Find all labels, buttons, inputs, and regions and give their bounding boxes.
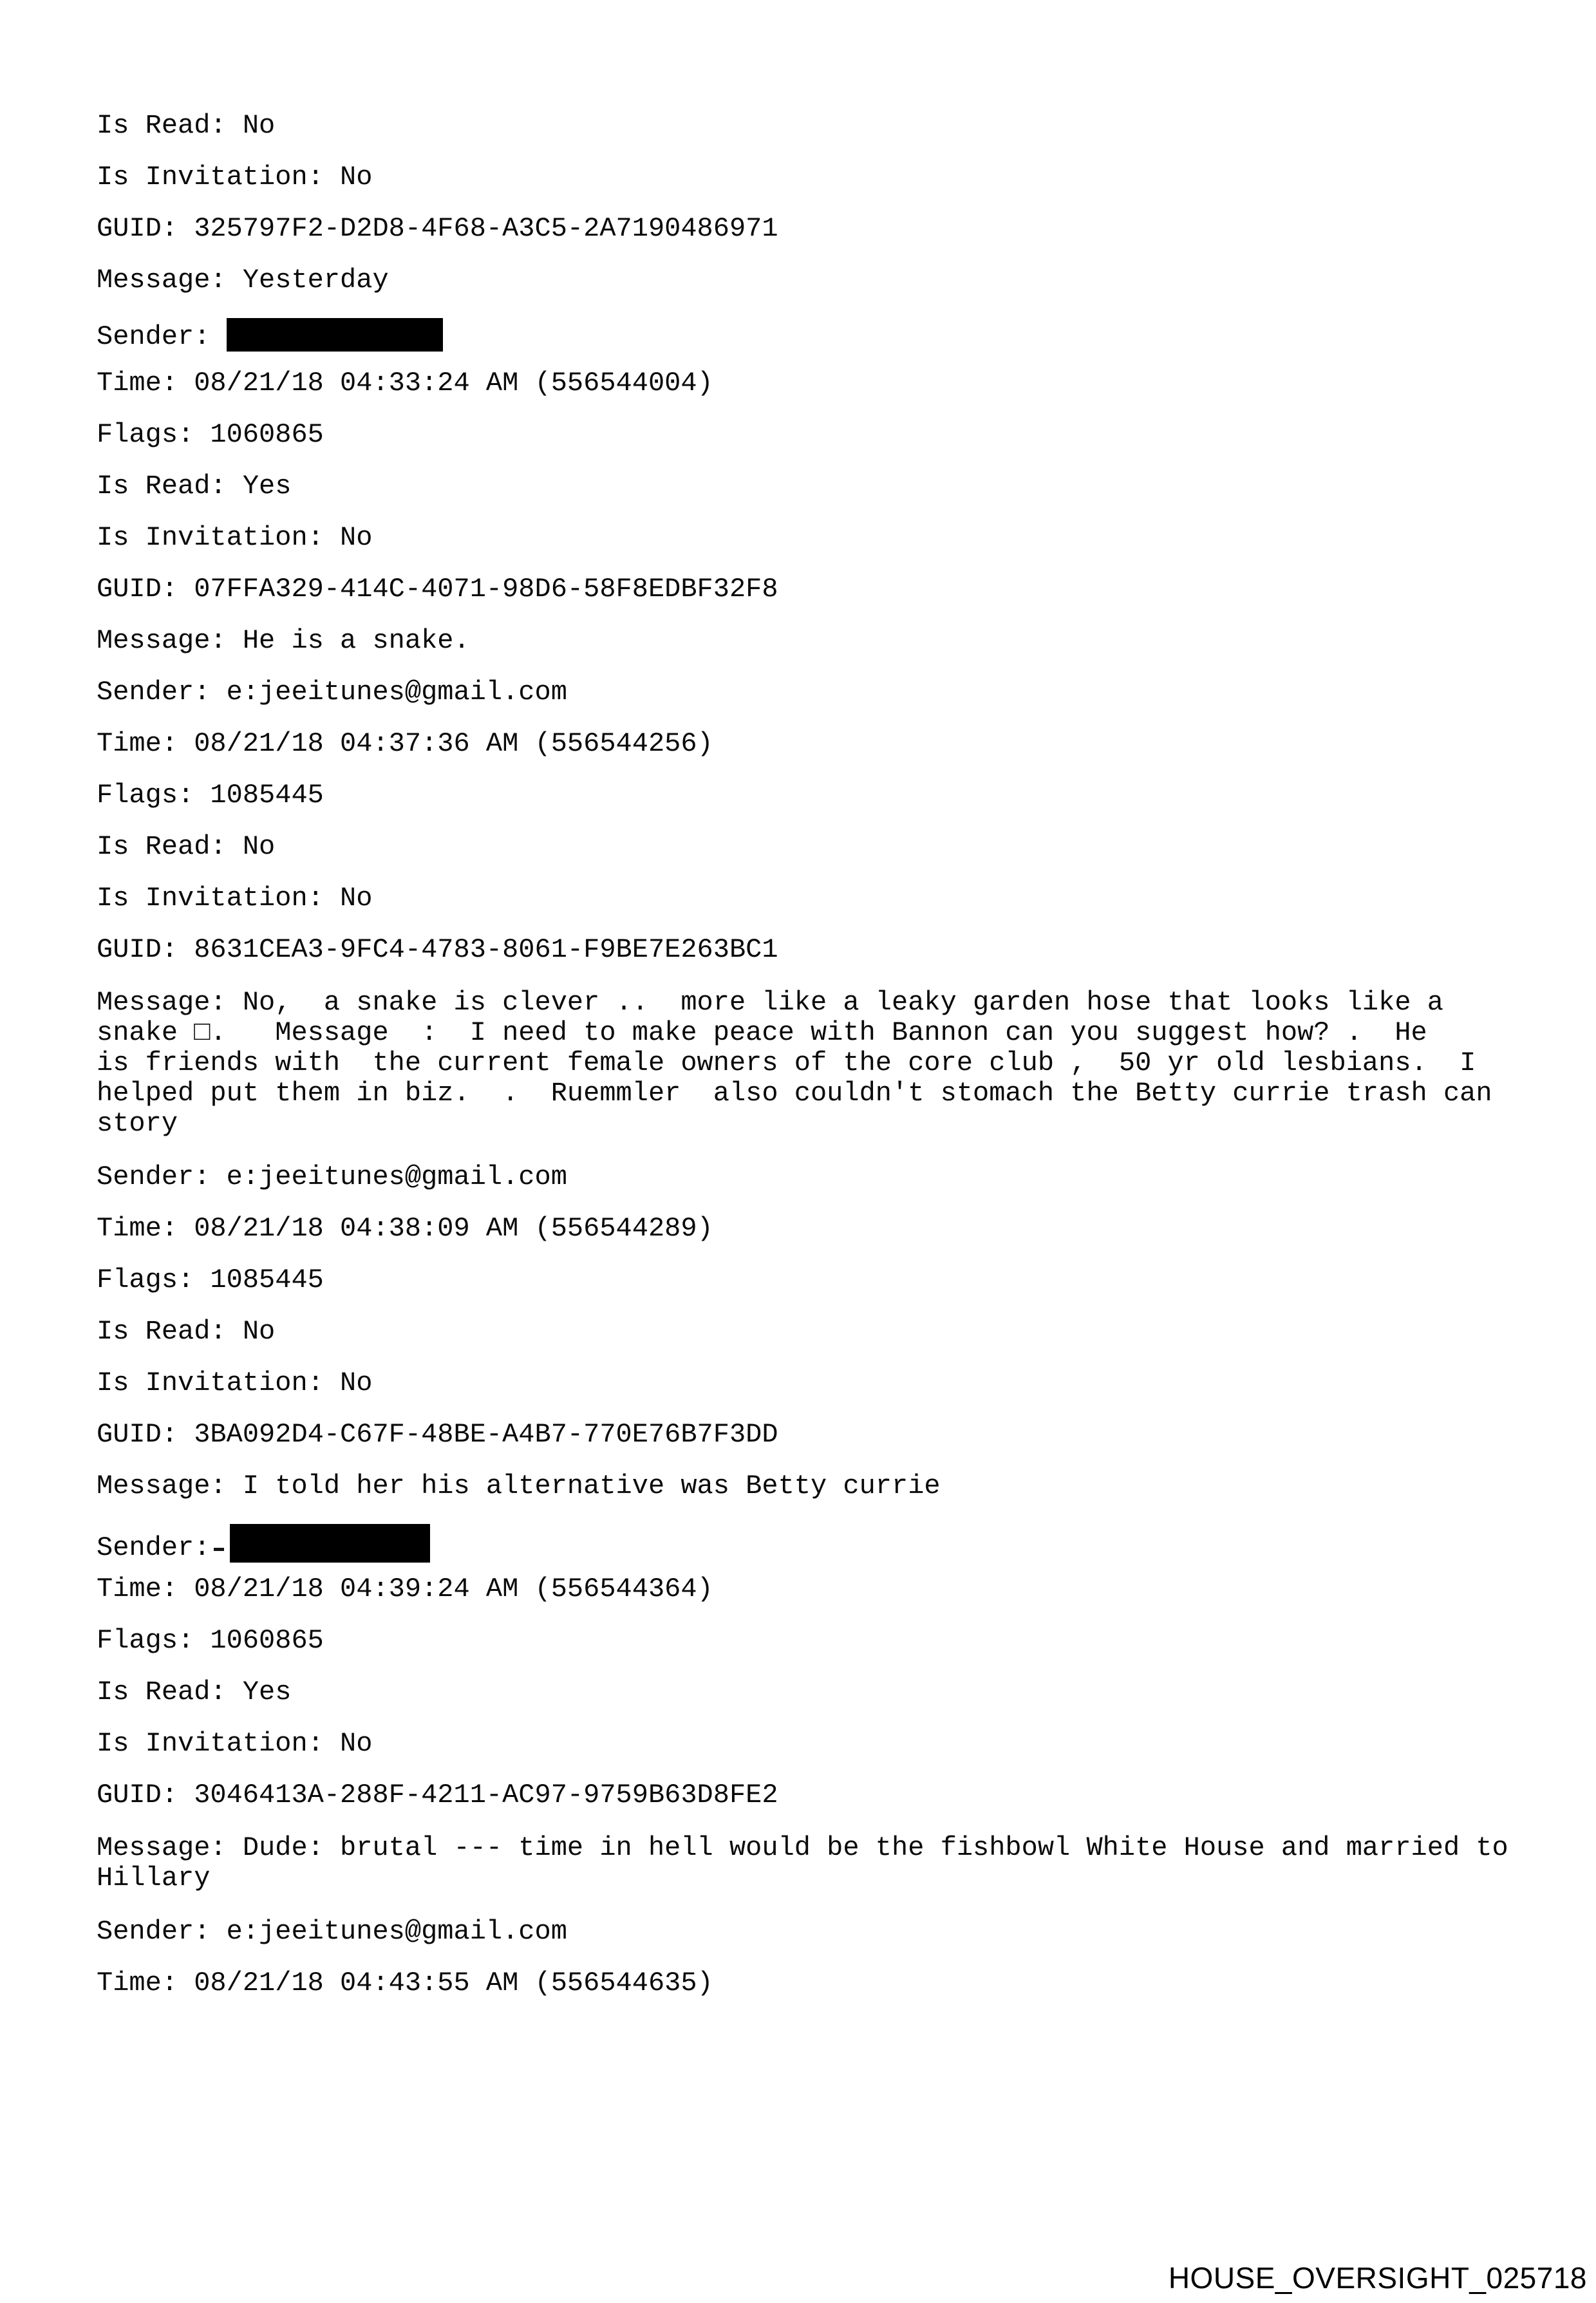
message-line: helped put them in biz. . Ruemmler also couldn't stomach the Betty currie trash can (97, 1078, 1492, 1109)
field-line: Time: 08/21/18 04:37:36 AM (556544256) (97, 728, 713, 759)
field-line: Flags: 1085445 (97, 1264, 324, 1295)
field-line: Message: He is a snake. (97, 625, 470, 656)
message-line: snake □. Message : I need to make peace with Bannon can you suggest how? . He (97, 1017, 1427, 1048)
message-line: Hillary (97, 1863, 211, 1894)
field-line: GUID: 3046413A-288F-4211-AC97-9759B63D8FE2 (97, 1780, 778, 1810)
field-line: Is Invitation: No (97, 883, 373, 914)
field-line: GUID: 8631CEA3-9FC4-4783-8061-F9BE7E263BC1 (97, 934, 778, 965)
field-line: Time: 08/21/18 04:43:55 AM (556544635) (97, 1968, 713, 1998)
field-line: Is Read: No (97, 110, 276, 141)
field-line: GUID: 3BA092D4-C67F-48BE-A4B7-770E76B7F3DD (97, 1419, 778, 1450)
field-line: Time: 08/21/18 04:33:24 AM (556544004) (97, 368, 713, 399)
field-line: Sender: e:jeeitunes@gmail.com (97, 677, 567, 708)
redaction-box (230, 1524, 430, 1563)
field-line: Time: 08/21/18 04:39:24 AM (556544364) (97, 1574, 713, 1604)
field-line: Sender: e:jeeitunes@gmail.com (97, 1161, 567, 1192)
field-line: GUID: 325797F2-D2D8-4F68-A3C5-2A7190486971 (97, 213, 778, 244)
sender-line-redacted (97, 318, 1570, 352)
field-line: Flags: 1060865 (97, 419, 324, 450)
sender-label: Sender: (97, 1532, 211, 1563)
field-line: Sender: e:jeeitunes@gmail.com (97, 1916, 567, 1947)
message-line: is friends with the current female owners of the core club , 50 yr old lesbians. I (97, 1048, 1476, 1078)
sender-line-redacted (97, 1524, 1570, 1563)
message-line: story (97, 1108, 178, 1139)
field-line: Is Read: No (97, 831, 276, 862)
field-line: Is Read: Yes (97, 1677, 292, 1707)
sender-label: Sender: (97, 321, 227, 352)
message-log (97, 112, 1570, 2021)
field-line: Is Invitation: No (97, 162, 373, 193)
field-line: Is Invitation: No (97, 522, 373, 553)
field-line: Message: I told her his alternative was Betty currie (97, 1471, 941, 1501)
field-line: Is Read: Yes (97, 471, 292, 502)
field-line: Is Read: No (97, 1316, 276, 1347)
message-paragraph (97, 1833, 1570, 1894)
redaction-box (227, 318, 443, 352)
field-line: Is Invitation: No (97, 1728, 373, 1759)
bates-stamp: HOUSE_OVERSIGHT_025718 (1168, 2261, 1587, 2295)
field-line: Flags: 1085445 (97, 780, 324, 811)
field-line: GUID: 07FFA329-414C-4071-98D6-58F8EDBF32F8 (97, 574, 778, 605)
message-paragraph (97, 988, 1570, 1139)
field-line: Time: 08/21/18 04:38:09 AM (556544289) (97, 1213, 713, 1244)
field-line: Is Invitation: No (97, 1368, 373, 1398)
field-line: Flags: 1060865 (97, 1625, 324, 1656)
message-line: Message: Dude: brutal --- time in hell would be the fishbowl White House and married to (97, 1832, 1508, 1863)
message-line: Message: No, a snake is clever .. more like a leaky garden hose that looks like a (97, 987, 1443, 1018)
redaction-stray-mark (214, 1548, 224, 1551)
field-line: Message: Yesterday (97, 265, 389, 296)
